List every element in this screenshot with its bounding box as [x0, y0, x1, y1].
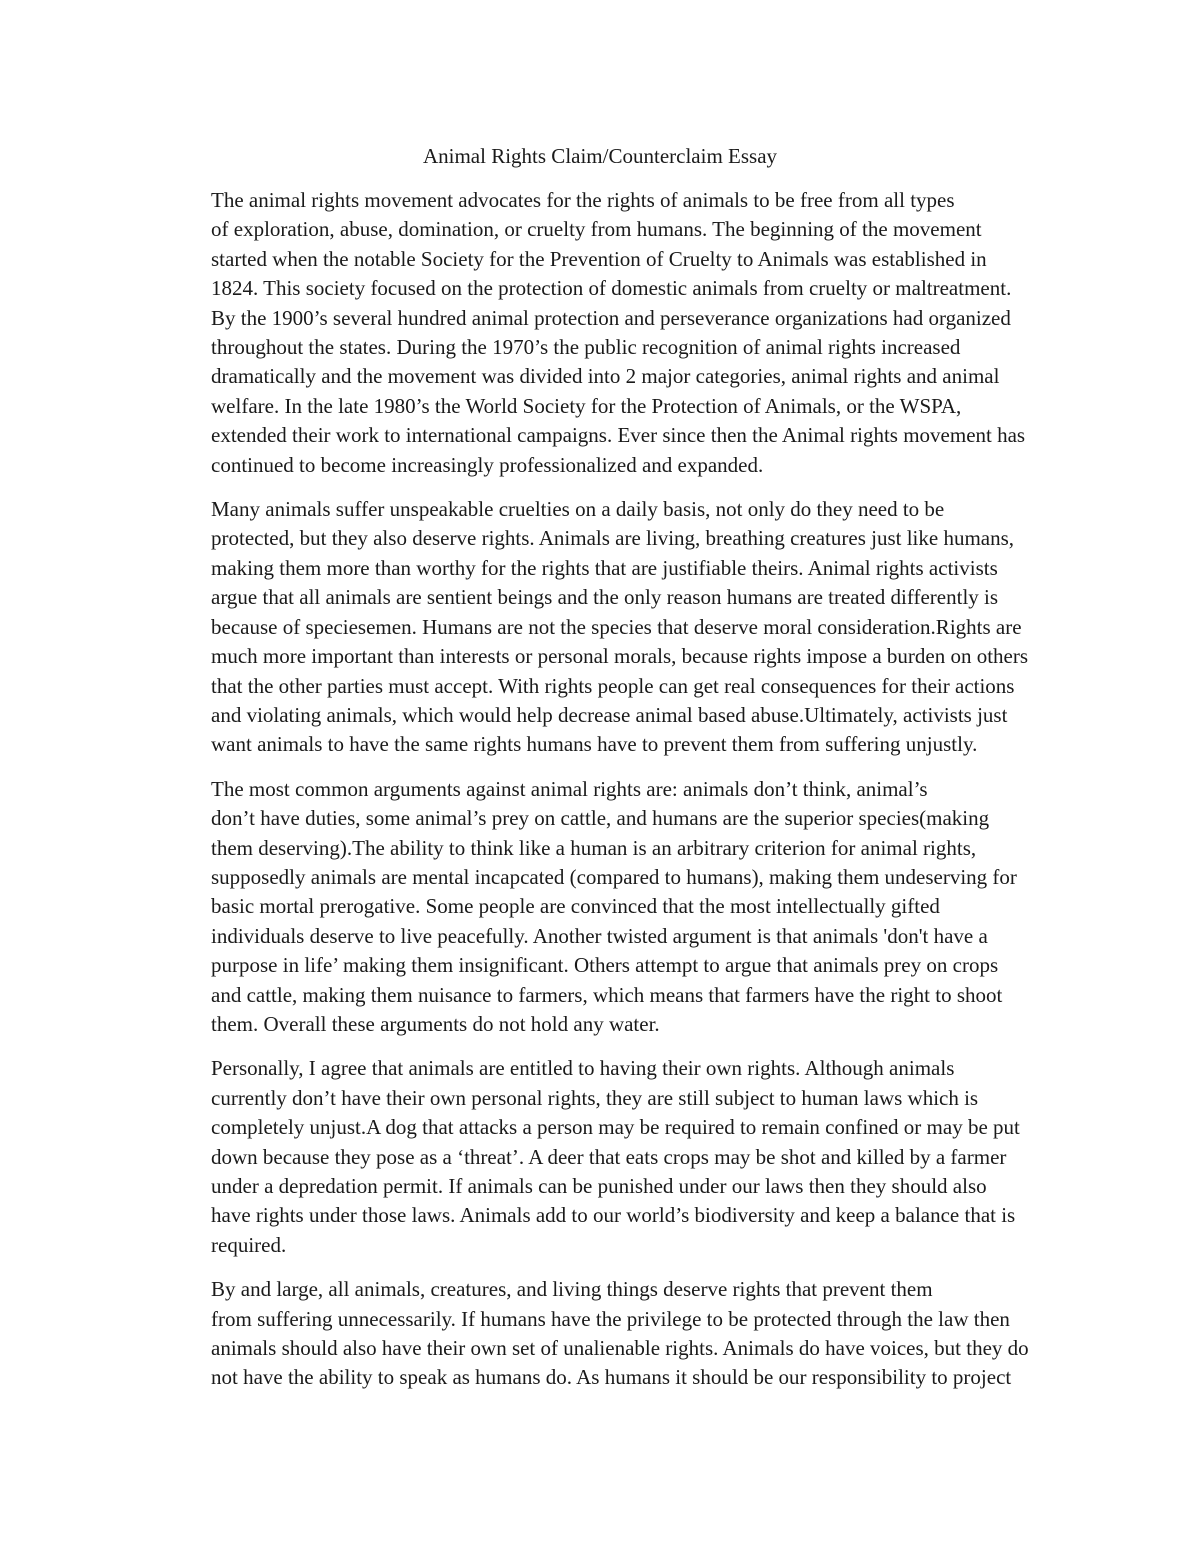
- text-line: purpose in life’ making them insignificant. Others attempt to argue that animals prey on crops: [211, 953, 999, 978]
- text-line: basic mortal prerogative. Some people are convinced that the most intellectually gifted: [211, 894, 940, 919]
- paragraph: [142, 1054, 1062, 1260]
- text-line: The most common arguments against animal rights are: animals don’t think, animal’s: [211, 776, 928, 801]
- text-line: throughout the states. During the 1970’s the public recognition of animal rights increased: [211, 335, 961, 360]
- text-line: currently don’t have their own personal rights, they are still subject to human laws which is: [211, 1085, 979, 1110]
- paragraph: [142, 1275, 1062, 1393]
- text-line: Personally, I agree that animals are entitled to having their own rights. Although animals: [211, 1056, 955, 1081]
- text-line: want animals to have the same rights humans have to prevent them from suffering unjustly.: [211, 732, 978, 757]
- text-line: not have the ability to speak as humans do. As humans it should be our responsibility to project: [211, 1365, 1012, 1390]
- text-line: of exploration, abuse, domination, or cruelty from humans. The beginning of the movement: [211, 217, 982, 242]
- text-line: making them more than worthy for the rights that are justifiable theirs. Animal rights activists: [211, 555, 998, 580]
- text-line: By and large, all animals, creatures, and living things deserve rights that prevent them: [211, 1277, 933, 1302]
- text-line: The animal rights movement advocates for the rights of animals to be free from all types: [211, 188, 955, 212]
- text-line: under a depredation permit. If animals can be punished under our laws then they should also: [211, 1174, 987, 1198]
- text-line: protected, but they also deserve rights. Animals are living, breathing creatures just like humans,: [211, 526, 1015, 551]
- text-line: Many animals suffer unspeakable cruelties on a daily basis, not only do they need to be: [211, 497, 945, 522]
- text-line: completely unjust.A dog that attacks a person may be required to remain confined or may be put: [211, 1115, 1020, 1140]
- text-line: them. Overall these arguments do not hold any water.: [211, 1011, 660, 1036]
- text-line: animals should also have their own set of unalienable rights. Animals do have voices, but they do: [211, 1336, 1029, 1361]
- text-line: and violating animals, which would help decrease animal based abuse.Ultimately, activists just: [211, 702, 1008, 727]
- text-line: started when the notable Society for the Prevention of Cruelty to Animals was established in: [211, 246, 987, 271]
- text-line: argue that all animals are sentient beings and the only reason humans are treated differently is: [211, 585, 999, 610]
- paragraph: [142, 495, 1062, 760]
- text-line: required.: [211, 1232, 287, 1257]
- text-line: don’t have duties, some animal’s prey on cattle, and humans are the superior species(making: [211, 806, 990, 831]
- document-title: Animal Rights Claim/Counterclaim Essay: [422, 144, 778, 168]
- document-body: [142, 186, 1062, 1408]
- text-line: 1824. This society focused on the protection of domestic animals from cruelty or maltreatment.: [211, 276, 1012, 301]
- text-line: much more important than interests or personal morals, because rights impose a burden on others: [211, 644, 1029, 669]
- text-line: because of speciesemen. Humans are not the species that deserve moral consideration.Rights are: [211, 614, 1022, 639]
- text-line: them deserving).The ability to think like a human is an arbitrary criterion for animal rights,: [211, 835, 977, 860]
- text-line: continued to become increasingly professionalized and expanded.: [211, 452, 764, 477]
- text-line: extended their work to international campaigns. Ever since then the Animal rights movement has: [211, 423, 1026, 448]
- text-line: from suffering unnecessarily. If humans have the privilege to be protected through the law then: [211, 1306, 1010, 1331]
- text-line: individuals deserve to live peacefully. Another twisted argument is that animals 'don't have a: [211, 923, 988, 948]
- text-line: down because they pose as a ‘threat’. A deer that eats crops may be shot and killed by a farmer: [211, 1144, 1007, 1169]
- text-line: supposedly animals are mental incapcated (compared to humans), making them undeserving for: [211, 864, 1017, 889]
- text-line: dramatically and the movement was divided into 2 major categories, animal rights and animal: [211, 364, 1000, 389]
- paragraph: [142, 775, 1062, 1040]
- text-line: and cattle, making them nuisance to farmers, which means that farmers have the right to shoot: [211, 982, 1003, 1007]
- text-line: that the other parties must accept. With rights people can get real consequences for their actions: [211, 673, 1015, 698]
- text-line: By the 1900’s several hundred animal protection and perseverance organizations had organized: [211, 305, 1011, 330]
- text-line: welfare. In the late 1980’s the World Society for the Protection of Animals, or the WSPA,: [211, 393, 962, 418]
- paragraph: [142, 186, 1062, 480]
- text-line: have rights under those laws. Animals add to our world’s biodiversity and keep a balance that is: [211, 1203, 1016, 1228]
